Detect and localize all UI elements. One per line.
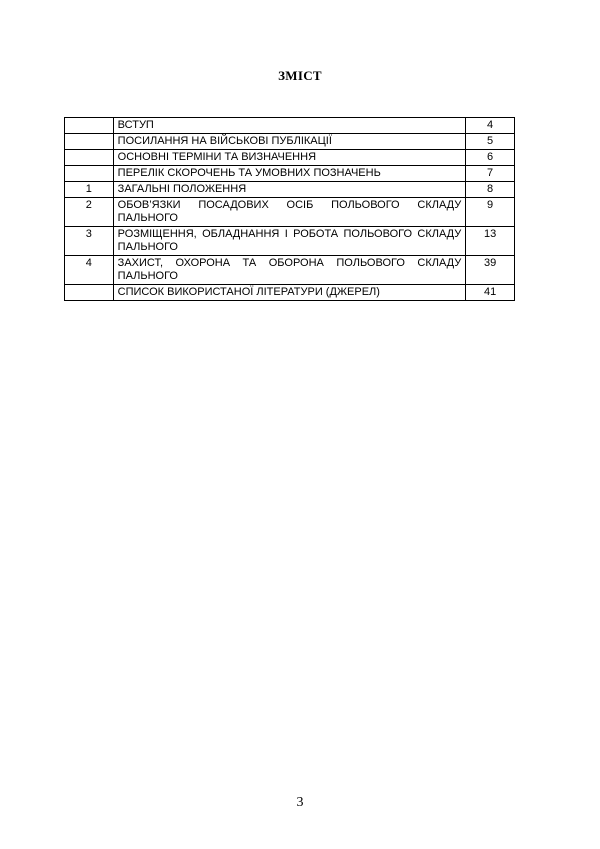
toc-page-number: 41 bbox=[466, 285, 515, 301]
table-of-contents bbox=[64, 117, 515, 301]
toc-row bbox=[65, 182, 515, 198]
toc-row bbox=[65, 198, 515, 227]
toc-section-number bbox=[65, 134, 114, 150]
page-title: ЗМІСТ bbox=[278, 68, 322, 83]
toc-section-title: СПИСОК ВИКОРИСТАНОЇ ЛІТЕРАТУРИ (ДЖЕРЕЛ) bbox=[113, 285, 466, 301]
toc-section-number: 4 bbox=[65, 256, 114, 285]
toc-section-number: 3 bbox=[65, 227, 114, 256]
toc-section-number bbox=[65, 166, 114, 182]
toc-section-number: 2 bbox=[65, 198, 114, 227]
toc-row bbox=[65, 166, 515, 182]
toc-page-number: 13 bbox=[466, 227, 515, 256]
page-number: 3 bbox=[296, 795, 304, 810]
toc-section-title: ОСНОВНІ ТЕРМІНИ ТА ВИЗНАЧЕННЯ bbox=[113, 150, 466, 166]
toc-section-number: 1 bbox=[65, 182, 114, 198]
toc-row bbox=[65, 134, 515, 150]
toc-row bbox=[65, 227, 515, 256]
toc-row bbox=[65, 256, 515, 285]
toc-page-number: 5 bbox=[466, 134, 515, 150]
toc-section-number bbox=[65, 150, 114, 166]
toc-page-number: 39 bbox=[466, 256, 515, 285]
toc-section-title: ЗАГАЛЬНІ ПОЛОЖЕННЯ bbox=[113, 182, 466, 198]
toc-section-title: ПОСИЛАННЯ НА ВІЙСЬКОВІ ПУБЛІКАЦІЇ bbox=[113, 134, 466, 150]
toc-section-number bbox=[65, 285, 114, 301]
toc-page-number: 8 bbox=[466, 182, 515, 198]
toc-section-title: ОБОВ’ЯЗКИ ПОСАДОВИХ ОСІБ ПОЛЬОВОГО СКЛАДУ ПАЛЬНОГО bbox=[113, 198, 466, 227]
toc-section-title: ЗАХИСТ, ОХОРОНА ТА ОБОРОНА ПОЛЬОВОГО СКЛАДУ ПАЛЬНОГО bbox=[113, 256, 466, 285]
toc-section-title: РОЗМІЩЕННЯ, ОБЛАДНАННЯ І РОБОТА ПОЛЬОВОГО СКЛАДУ ПАЛЬНОГО bbox=[113, 227, 466, 256]
toc-page-number: 7 bbox=[466, 166, 515, 182]
toc-section-number bbox=[65, 118, 114, 134]
toc-page-number: 6 bbox=[466, 150, 515, 166]
toc-row bbox=[65, 150, 515, 166]
toc-section-title: ПЕРЕЛІК СКОРОЧЕНЬ ТА УМОВНИХ ПОЗНАЧЕНЬ bbox=[113, 166, 466, 182]
toc-row bbox=[65, 285, 515, 301]
toc-page-number: 9 bbox=[466, 198, 515, 227]
toc-row bbox=[65, 118, 515, 134]
toc-section-title: ВСТУП bbox=[113, 118, 466, 134]
toc-page-number: 4 bbox=[466, 118, 515, 134]
